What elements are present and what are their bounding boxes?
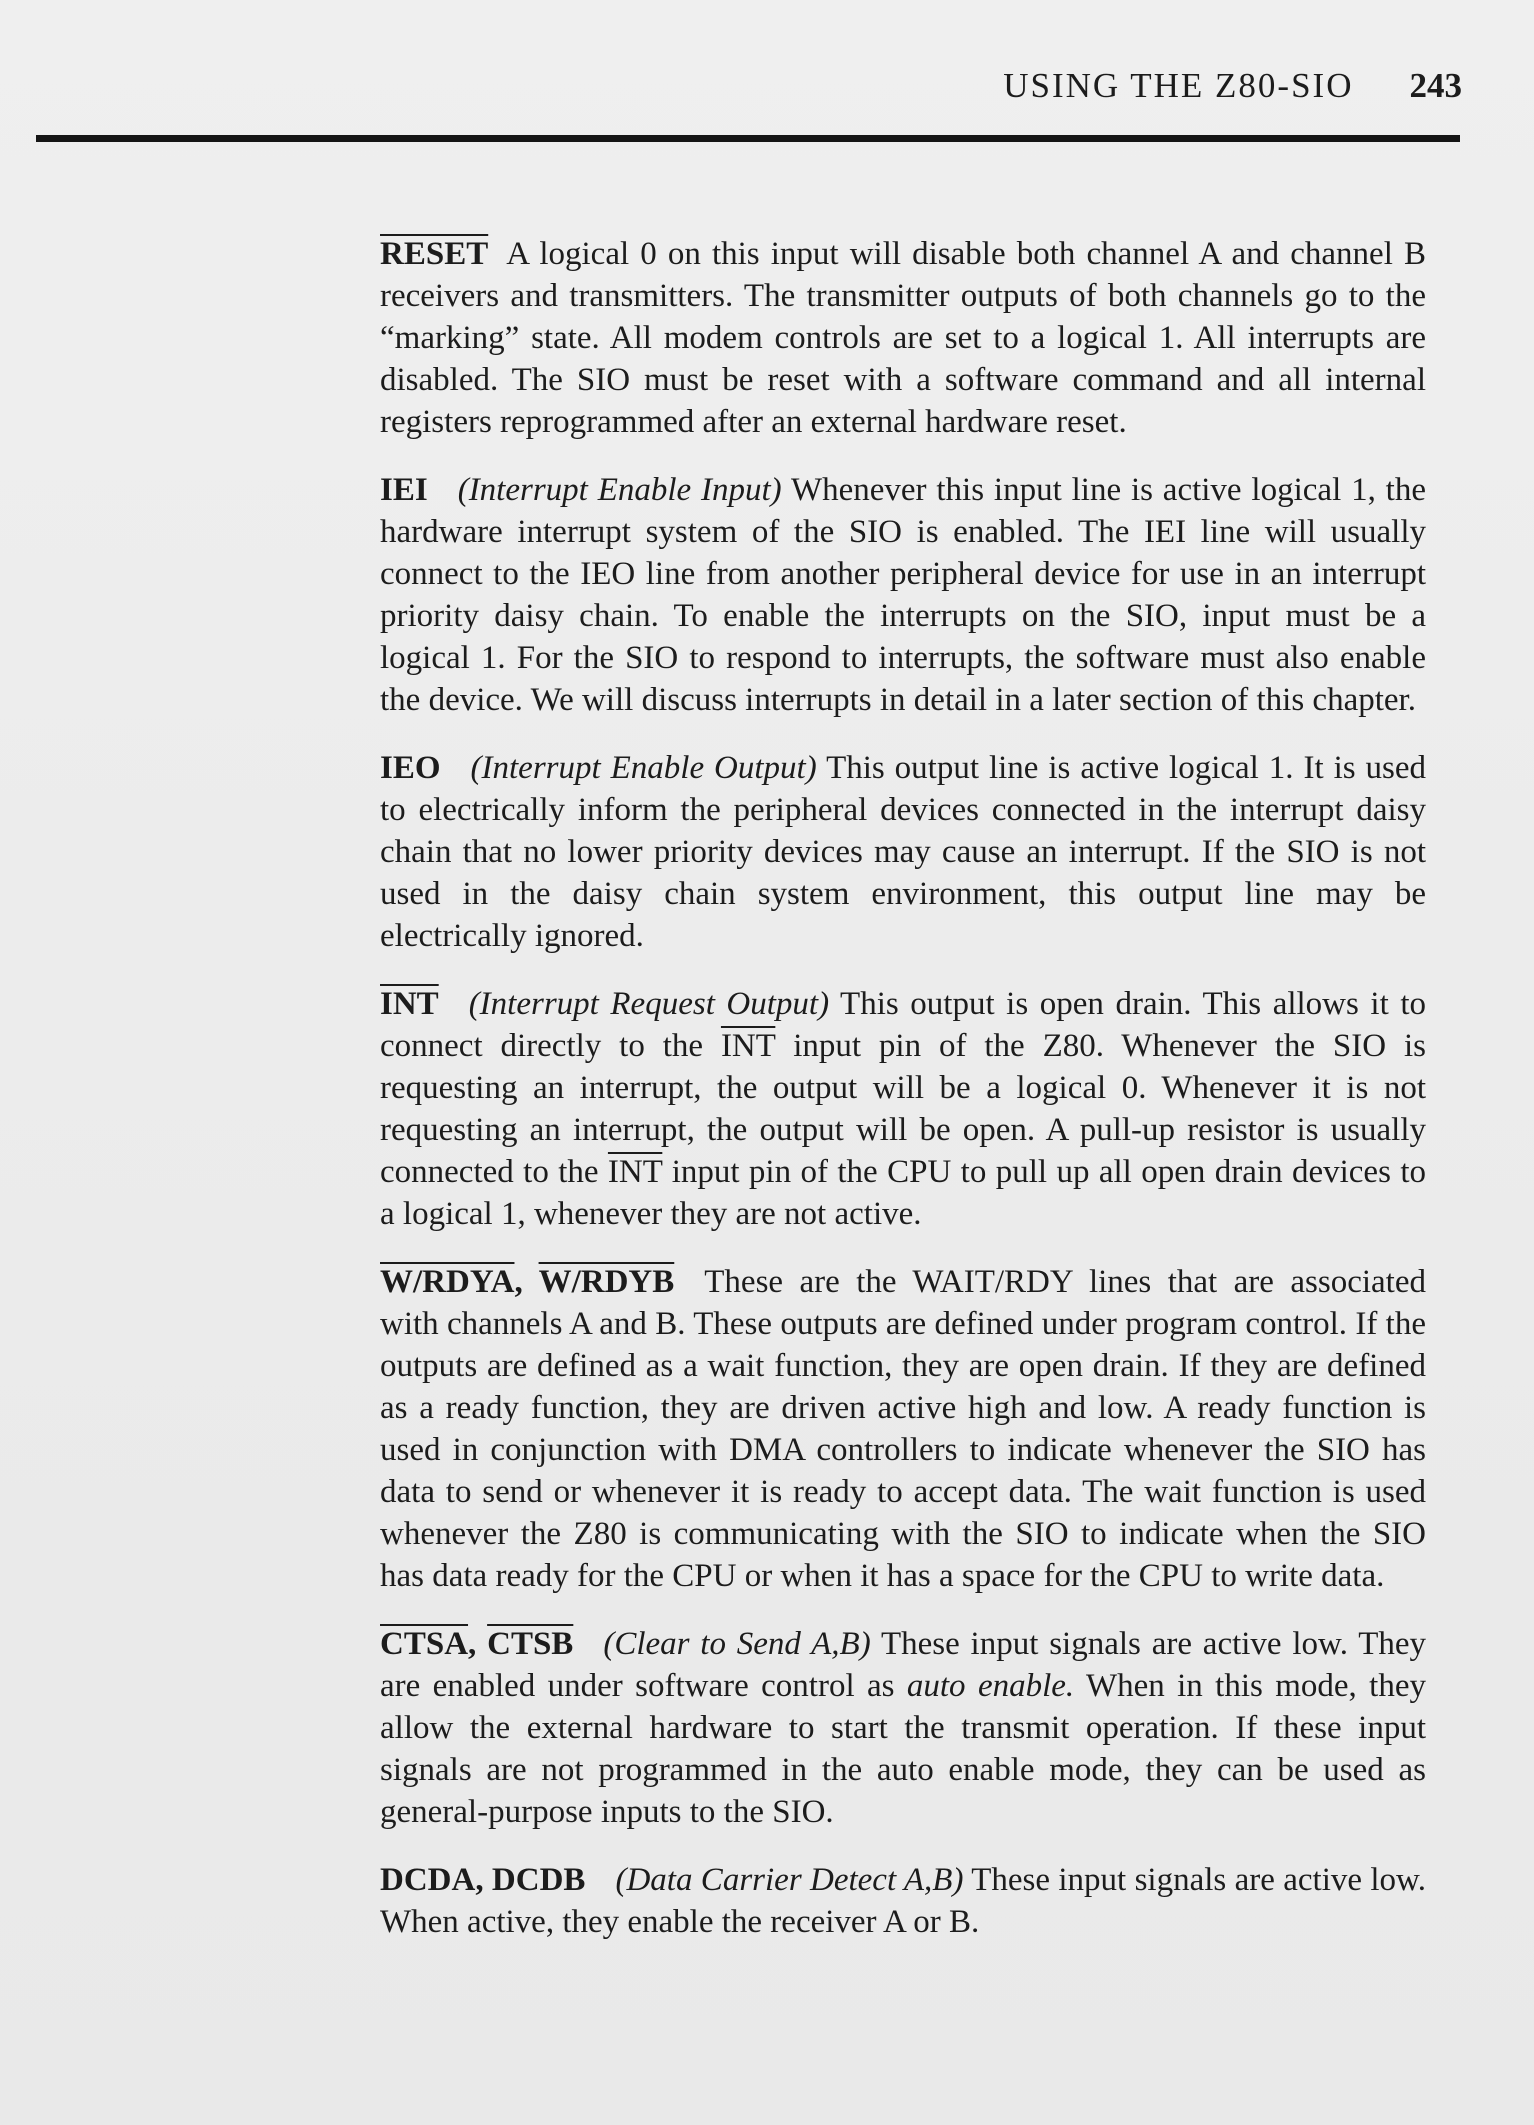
inline-signal-int: $\overline{INT}$ xyxy=(607,1154,663,1190)
description-wait-ready: These are the WAIT/RDY lines that are associated with channels A and B. These outputs are defined under program control. If the outputs are defined as a wait function, they are open drain. If they are defined as a ready function, they are driven active high and low. A ready function is used in conjunction with DMA controllers to indicate whenever the SIO has data to send or whenever it is ready to accept data. The wait function is used whenever the Z80 is communicating with the SIO to indicate when the SIO has data ready for the CPU or when it has a space for the CPU to write data. xyxy=(380,1264,1426,1594)
description-cts-part-1: These input signals are active low. They are enabled under software control as xyxy=(380,1626,1427,1704)
term-separator: , xyxy=(468,1626,488,1662)
term-dcd: DCDA, DCDB xyxy=(380,1862,586,1898)
page-number: 243 xyxy=(1409,66,1462,105)
term-ctsb: CTSB xyxy=(487,1626,574,1662)
term-ctsa: CTSA xyxy=(380,1626,469,1662)
header-rule xyxy=(36,135,1460,142)
description-name-int: (Interrupt Request Output) xyxy=(468,986,830,1022)
description-iei: Whenever this input line is active logical 1, the hardware interrupt system of the SIO is enabled. The IEI line will usually connect to the IEO line from another peripheral device for use in an interrupt priority daisy chain. To enable the interrupts on the SIO, input must be a logical 1. For the SIO to respond to interrupts, the software must also enable the device. We will discuss interrupts in detail in a later section of this chapter. xyxy=(380,472,1427,718)
term-int: $\overline{INT}$ xyxy=(380,986,439,1022)
description-int-part-2: input pin of the Z80. Whenever the SIO is requesting an interrupt, the output will be a logical 0. Whenever it is not requesting an interrupt, the output will be open. A pull-up resistor is usually connected to the xyxy=(380,1028,1426,1190)
entry-ieo xyxy=(380,747,1426,957)
description-name-iei: (Interrupt Enable Input) xyxy=(457,472,782,508)
description-cts-part-2: When in this mode, they allow the external hardware to start the transmit operation. If these input signals are not programmed in the auto enable mode, they can be used as general-purpose inputs to the SIO. xyxy=(380,1668,1426,1830)
entry-iei xyxy=(380,469,1426,721)
description-int-part-1: This output is open drain. This allows it to connect directly to the xyxy=(380,986,1426,1064)
entry-int xyxy=(380,983,1426,1235)
term-w-rdyb: W/RDYB xyxy=(538,1264,675,1300)
term-separator: , xyxy=(514,1264,539,1300)
description-ieo: This output line is active logical 1. It is used to electrically inform the peripheral devices connected in the interrupt daisy chain that no lower priority devices may cause an interrupt. If the SIO is not used in the daisy chain system environment, this output line may be electrically ignored. xyxy=(380,750,1427,954)
inline-signal-int: $\overline{INT}$ xyxy=(720,1028,776,1064)
description-name-dcd: (Data Carrier Detect A,B) xyxy=(615,1862,964,1898)
term-reset: RESET xyxy=(380,236,489,272)
description-reset: A logical 0 on this input will disable both channel A and channel B receivers and transmitters. The transmitter outputs of both channels go to the “marking” state. All modem controls are set to a logical 1. All interrupts are disabled. The SIO must be reset with a software command and all internal registers reprogrammed after an external hardware reset. xyxy=(380,236,1426,440)
running-head xyxy=(1003,66,1462,106)
emphasis-auto-enable: auto enable. xyxy=(906,1668,1075,1704)
pin-descriptions xyxy=(380,233,1426,1969)
entry-reset xyxy=(380,233,1426,443)
term-ieo: IEO xyxy=(380,750,441,786)
description-name-cts: (Clear to Send A,B) xyxy=(603,1626,871,1662)
entry-dcd xyxy=(380,1859,1426,1943)
description-int-part-3: input pin of the CPU to pull up all open drain devices to a logical 1, whenever they are not active. xyxy=(380,1154,1426,1232)
term-iei: IEI xyxy=(380,472,428,508)
entry-cts xyxy=(380,1623,1426,1833)
description-dcd: These input signals are active low. When active, they enable the receiver A or B. xyxy=(380,1862,1426,1940)
term-w-rdya: W/RDYA xyxy=(380,1264,515,1300)
description-name-ieo: (Interrupt Enable Output) xyxy=(470,750,817,786)
entry-wait-ready xyxy=(380,1261,1426,1597)
running-title: USING THE Z80-SIO xyxy=(1003,66,1354,105)
